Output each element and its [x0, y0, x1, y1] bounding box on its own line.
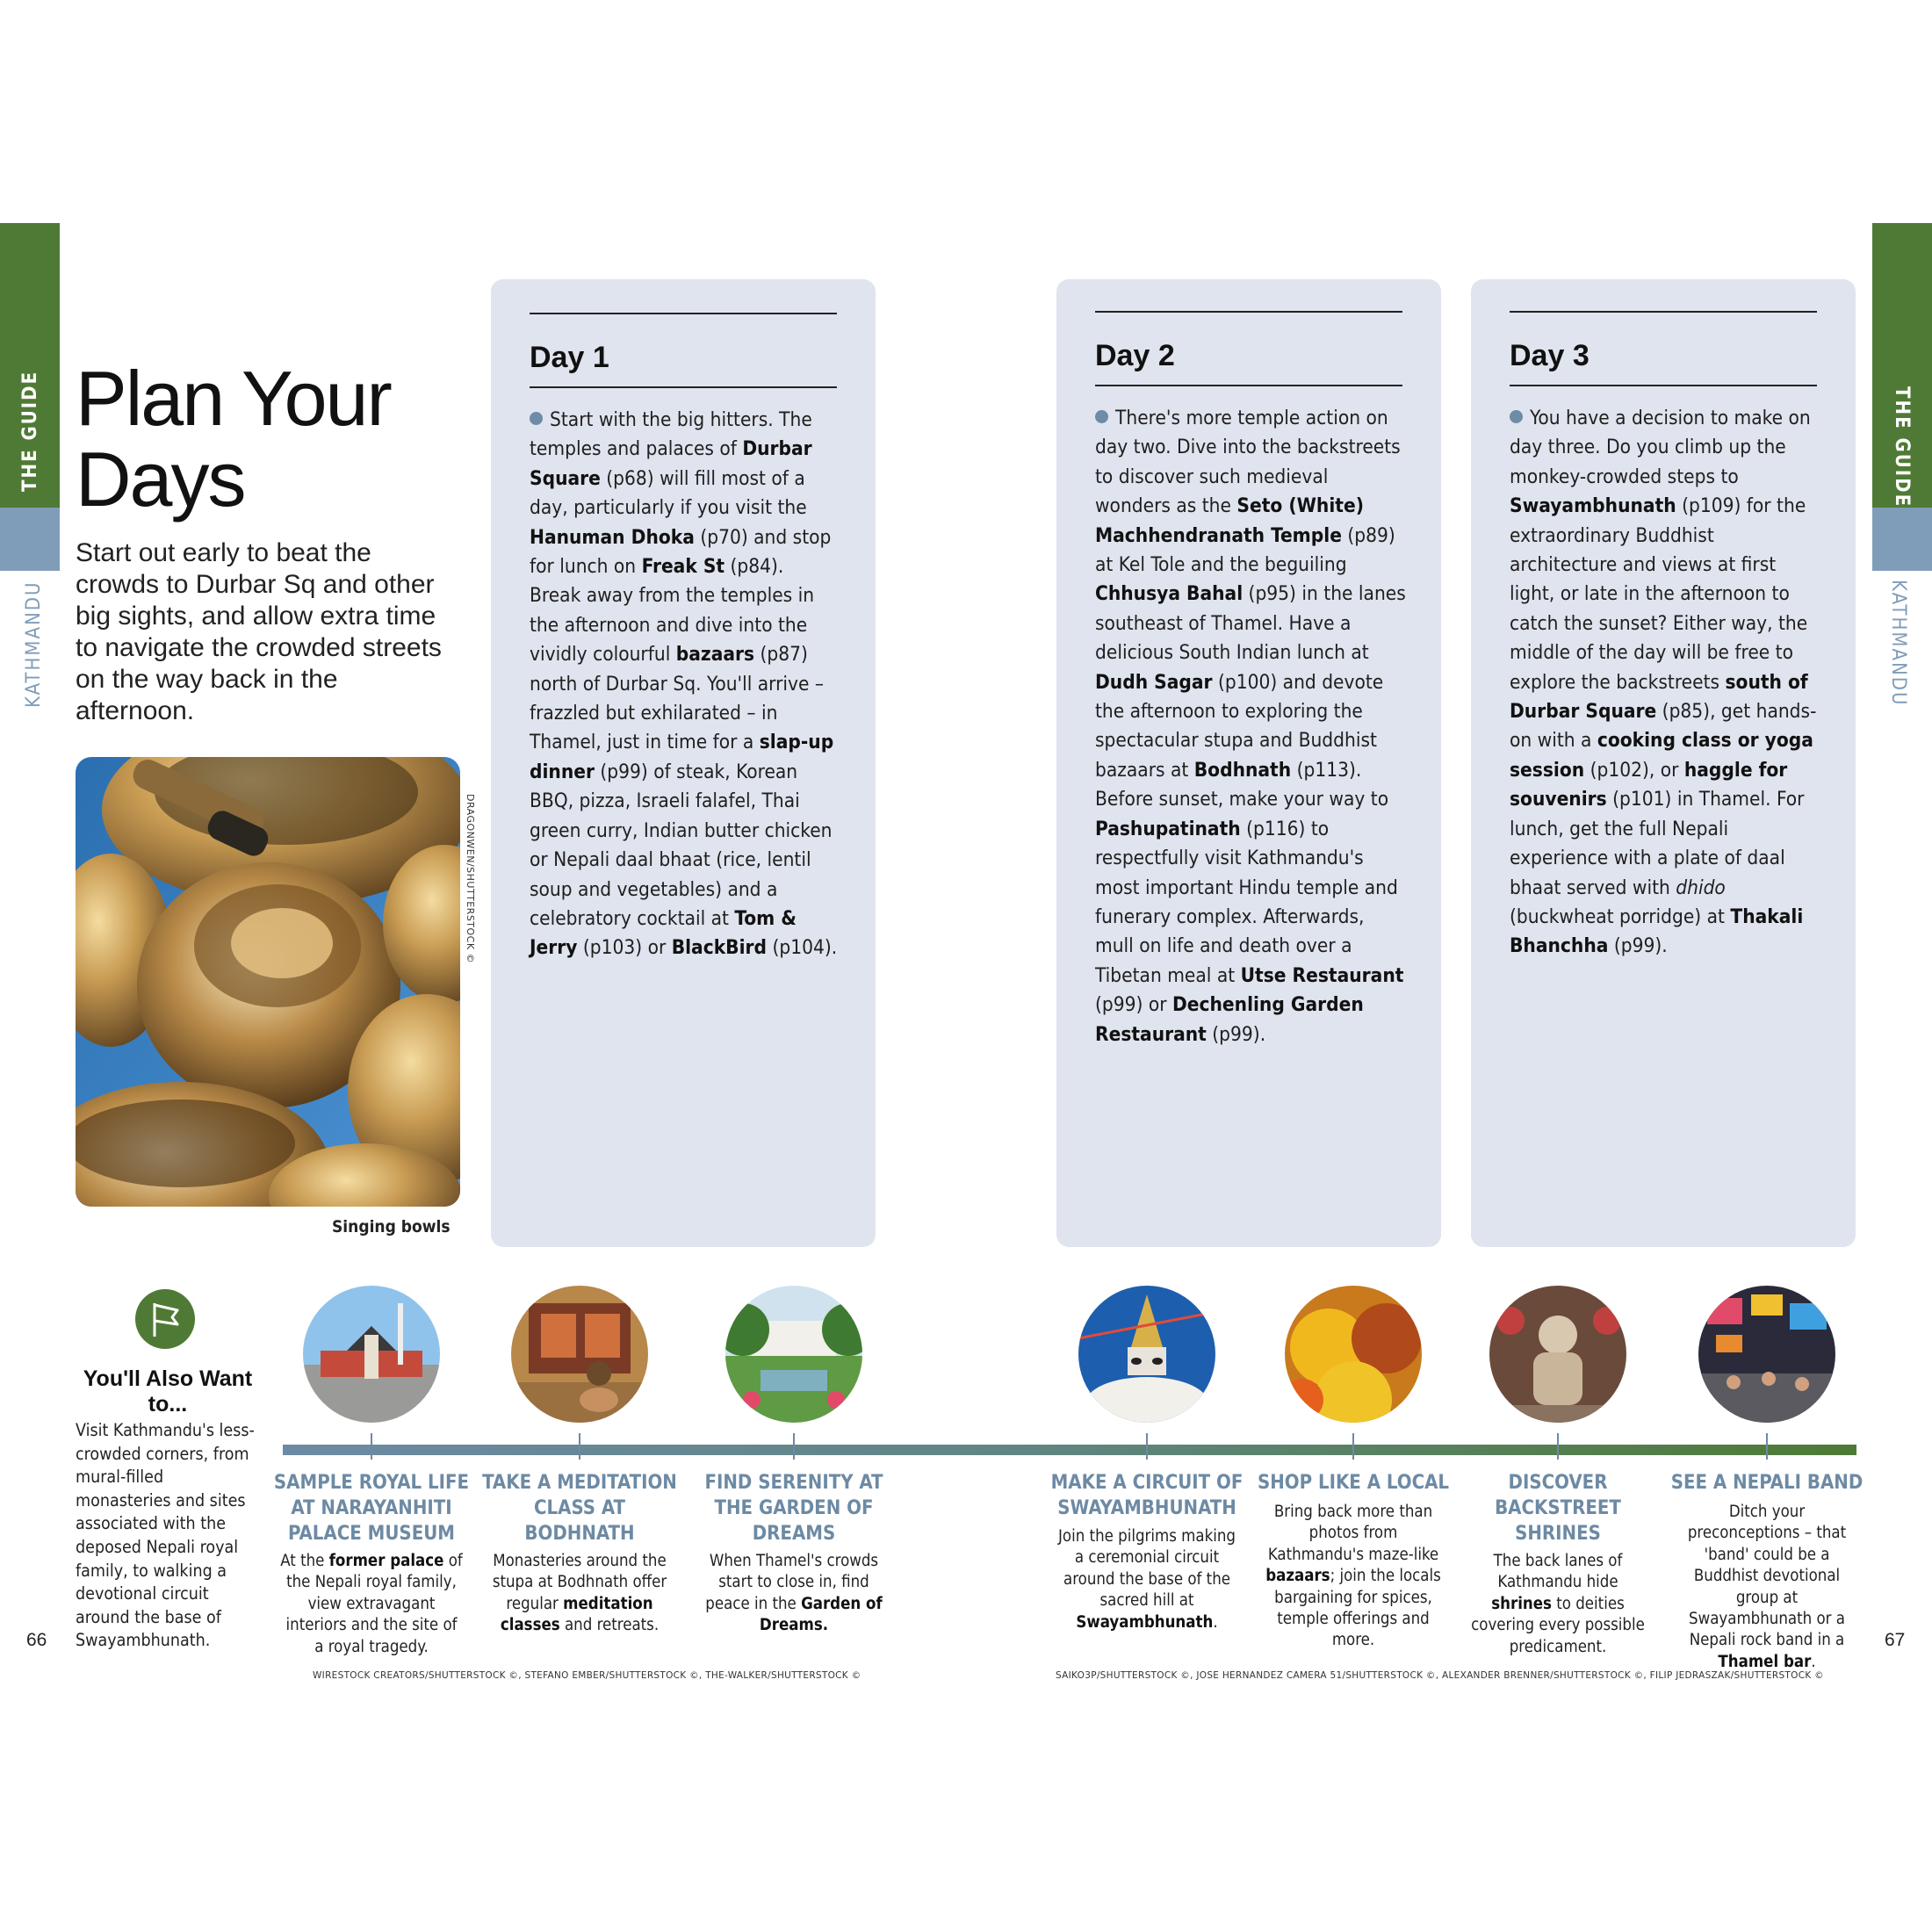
emphasis-text: former palace	[328, 1552, 444, 1570]
garden-of-dreams-photo	[725, 1286, 862, 1423]
body-text: Monasteries around the stupa at Bodhnath offer regular	[492, 1552, 667, 1613]
body-text: At the	[280, 1552, 329, 1570]
timeline-item-text	[1466, 1551, 1650, 1658]
page-title-line2: Days	[76, 436, 245, 523]
emphasis-text: Durbar Square	[530, 437, 812, 490]
emphasis-text: Utse Restaurant	[1240, 963, 1404, 987]
photo-credit: DRAGONWEN/SHUTTERSTOCK ©	[465, 794, 476, 964]
body-text: Join the pilgrims making a ceremonial circuit around the base of the sacred hill at	[1058, 1527, 1236, 1611]
emphasis-text: south of Durbar Square	[1510, 670, 1808, 724]
day-title: Day 3	[1510, 339, 1590, 372]
body-text: and retreats.	[559, 1616, 660, 1635]
body-text: Bring back more than photos from Kathmandu's maze-like	[1267, 1503, 1439, 1564]
timeline-item-title: SAMPLE ROYAL LIFE AT NARAYANHITI PALACE MUSEUM	[273, 1472, 470, 1545]
timeline-tick	[1352, 1433, 1354, 1460]
day-panel-3	[1471, 279, 1856, 1247]
body-text: (p101) in Thamel. For lunch, get the full Nepali experience with a plate of daal bhaat served with	[1510, 788, 1805, 899]
timeline-item-text	[1675, 1502, 1859, 1673]
timeline-tick	[1557, 1433, 1559, 1460]
timeline-item-title: FIND SERENITY AT THE GARDEN OF DREAMS	[704, 1472, 883, 1545]
body-text: of the Nepali royal family, view extravagant interiors and the site of a royal tragedy.	[285, 1552, 463, 1656]
page-number-right: 67	[1885, 1630, 1906, 1650]
emphasis-text: Swayambhunath	[1510, 494, 1676, 518]
body-text: There's more temple action on day two. Dive into the backstreets to discover such medieval wonders as the	[1095, 407, 1401, 518]
day-text	[530, 406, 840, 963]
emphasis-text: meditation classes	[500, 1594, 653, 1635]
body-text: (p100) and devote the afternoon to exploring the spectacular stupa and Buddhist bazaars at	[1095, 670, 1384, 782]
swayambhunath-photo	[1078, 1286, 1215, 1423]
day-text	[1510, 404, 1820, 962]
bullet-icon	[1095, 410, 1108, 423]
also-want-text: Visit Kathmandu's less-crowded corners, from mural-filled monasteries and sites associated with the deposed Nepali royal family, to walking a devotional circuit around the base of Swayambhunath.	[76, 1420, 255, 1651]
day-title: Day 2	[1095, 339, 1175, 372]
day-panel-1	[491, 279, 876, 1247]
emphasis-text: shrines	[1491, 1594, 1552, 1613]
body-text: (p70) and stop for lunch on	[530, 525, 832, 579]
narayanhiti-palace-photo	[303, 1286, 440, 1423]
body-text: (p99) or	[1095, 993, 1172, 1017]
bullet-icon	[530, 412, 543, 425]
timeline-tick	[371, 1433, 372, 1460]
timeline-tick	[793, 1433, 795, 1460]
singing-bowls-photo	[76, 757, 460, 1207]
right-section-label: THE GUIDE	[1891, 386, 1913, 508]
day-panel-2	[1056, 279, 1441, 1247]
body-text: (p102), or	[1584, 758, 1684, 782]
body-text: (p84). Break away from the temples in the afternoon and dive into the vividly colourful	[530, 555, 815, 667]
emphasis-text: Dudh Sagar	[1095, 670, 1213, 694]
body-text: (p99) of steak, Korean BBQ, pizza, Israeli falafel, Thai green curry, Indian butter chicken or Nepali daal bhaat (rice, lentil soup and vegetables) and a celebratory cocktail at	[530, 760, 833, 930]
emphasis-text: slap-up dinner	[530, 731, 834, 783]
emphasis-text: Pashupatinath	[1095, 817, 1241, 840]
body-text: (p85), get hands-on with a	[1510, 700, 1817, 753]
emphasis-text: Chhusya Bahal	[1095, 582, 1244, 606]
body-text: (p99).	[1206, 1022, 1266, 1046]
timeline-item-text	[702, 1551, 886, 1637]
timeline-tick	[579, 1433, 580, 1460]
bullet-icon	[1510, 410, 1523, 423]
body-text: (p104).	[767, 936, 838, 960]
emphasis-text: bazaars	[675, 643, 755, 667]
emphasis-text: haggle for souvenirs	[1510, 758, 1788, 811]
timeline-item-title: SHOP LIKE A LOCAL	[1257, 1472, 1450, 1494]
emphasis-text: Tom & Jerry	[530, 906, 797, 960]
left-section-tab-accent	[0, 508, 60, 571]
body-text: Ditch your preconceptions – that 'band' could be a Buddhist devotional group at Swayambhunath or a Nepali rock band in a	[1687, 1503, 1847, 1650]
body-text: (p109) for the extraordinary Buddhist architecture and views at first light, or late in the afternoon to catch the sunset? Either way, the middle of the day will be free to explore the backstreets	[1510, 494, 1808, 694]
thamel-street-photo	[1698, 1286, 1835, 1423]
timeline-item-title: MAKE A CIRCUIT OF SWAYAMBHUNATH	[1050, 1472, 1244, 1519]
left-section-label: THE GUIDE	[19, 370, 41, 492]
body-text: to deities covering every possible predicament.	[1471, 1594, 1645, 1656]
timeline-tick	[1146, 1433, 1148, 1460]
day-text	[1095, 404, 1406, 1049]
photo-credits-left: WIRESTOCK CREATORS/SHUTTERSTOCK ©, STEFANO EMBER/SHUTTERSTOCK ©, THE-WALKER/SHUTTERSTOCK ©	[313, 1670, 861, 1681]
backstreet-shrine-photo	[1489, 1286, 1626, 1423]
intro-text: Start out early to beat the crowds to Durbar Sq and other big sights, and allow extra time to navigate the crowded streets on the way back in the afternoon.	[76, 538, 442, 725]
photo-caption: Singing bowls	[332, 1217, 451, 1236]
emphasis-text: Thamel bar	[1718, 1652, 1812, 1671]
emphasis-text: Swayambhunath	[1076, 1612, 1214, 1632]
emphasis-text: cooking class or yoga session	[1510, 729, 1813, 782]
right-section-tab-accent	[1872, 508, 1932, 571]
timeline-item-text	[1261, 1502, 1445, 1652]
page-number-left: 66	[26, 1630, 47, 1650]
body-text: (p89) at Kel Tole and the beguiling	[1095, 523, 1395, 577]
timeline-item-title: TAKE A MEDITATION CLASS AT BODHNATH	[482, 1472, 677, 1545]
body-text: dhido	[1676, 876, 1726, 899]
timeline-bar	[283, 1445, 1856, 1455]
emphasis-text: Hanuman Dhoka	[530, 525, 695, 549]
timeline-tick	[1766, 1433, 1768, 1460]
timeline-item-text	[487, 1551, 672, 1637]
emphasis-text: Freak St	[641, 555, 725, 579]
emphasis-text: BlackBird	[671, 936, 768, 960]
emphasis-text: bazaars	[1265, 1567, 1330, 1586]
emphasis-text: Thakali Bhanchha	[1510, 905, 1804, 958]
body-text: (p95) in the lanes southeast of Thamel. Have a delicious South Indian lunch at	[1095, 582, 1406, 665]
body-text: .	[1213, 1612, 1218, 1632]
page-title	[76, 355, 391, 523]
photo-credits-right: SAIKO3P/SHUTTERSTOCK ©, JOSE HERNANDEZ CAMERA 51/SHUTTERSTOCK ©, ALEXANDER BRENNER/SHUTTERSTOCK ©, FILIP JEDRASZAK/SHUTTERSTOCK ©	[1056, 1670, 1824, 1681]
body-text: (p103) or	[577, 936, 672, 960]
also-want-title: You'll Also Want to...	[83, 1366, 253, 1417]
emphasis-text: Bodhnath	[1193, 758, 1292, 782]
body-text: (p68) will fill most of a day, particularly if you visit the	[530, 466, 807, 520]
body-text: (p116) to respectfully visit Kathmandu's most important Hindu temple and funerary complex. Afterwards, mull on life and death over a Tibetan meal at	[1095, 817, 1398, 987]
body-text: When Thamel's crowds start to close in, find peace in the	[705, 1552, 879, 1613]
body-text: (p87) north of Durbar Sq. You'll arrive – frazzled but exhilarated – in Thamel, just in time for a	[530, 643, 825, 754]
spices-bazaar-photo	[1285, 1286, 1422, 1423]
emphasis-text: Dechenling Garden Restaurant	[1095, 993, 1364, 1046]
body-text: .	[1811, 1652, 1816, 1671]
left-city-label: KATHMANDU	[23, 580, 45, 708]
body-text: ; join the locals bargaining for spices, temple offerings and more.	[1274, 1567, 1441, 1650]
right-city-label: KATHMANDU	[1887, 580, 1909, 707]
timeline-item-title: DISCOVER BACKSTREET SHRINES	[1495, 1472, 1621, 1545]
emphasis-text: Garden of Dreams.	[759, 1594, 883, 1635]
timeline-item-text	[279, 1551, 464, 1658]
timeline-item-text	[1055, 1526, 1239, 1633]
body-text: (p113). Before sunset, make your way to	[1095, 758, 1389, 811]
flag-icon	[135, 1289, 195, 1349]
day-title: Day 1	[530, 341, 609, 374]
timeline-item-title: SEE A NEPALI BAND	[1670, 1472, 1864, 1494]
body-text: Start with the big hitters. The temples and palaces of	[530, 408, 812, 461]
body-text: The back lanes of Kathmandu hide	[1493, 1552, 1623, 1592]
page-title-line1: Plan Your	[76, 355, 391, 442]
body-text: (p99).	[1608, 934, 1668, 958]
emphasis-text: Seto (White) Machhendranath Temple	[1095, 494, 1364, 547]
body-text: (buckwheat porridge) at	[1510, 905, 1731, 928]
body-text: You have a decision to make on day three. Do you climb up the monkey-crowded steps to	[1510, 407, 1811, 488]
bodhnath-meditation-photo	[511, 1286, 648, 1423]
